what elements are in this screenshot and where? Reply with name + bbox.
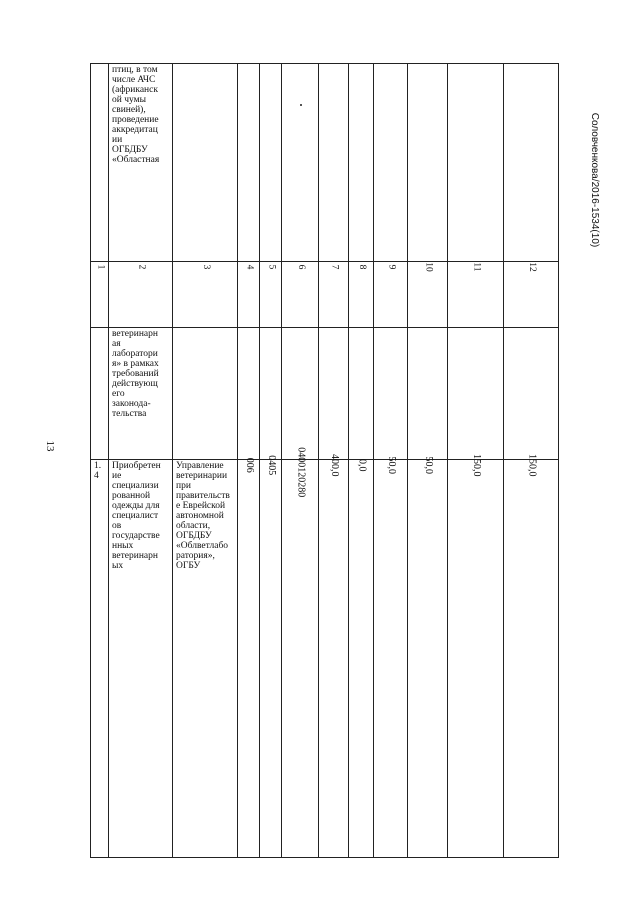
column-number: 10 bbox=[408, 262, 448, 328]
cell-value: 50,0 bbox=[374, 460, 408, 858]
cell bbox=[91, 328, 109, 460]
table-row bbox=[91, 460, 559, 858]
cell-value: 0405 bbox=[260, 460, 282, 858]
cell bbox=[349, 328, 374, 460]
cell bbox=[374, 328, 408, 460]
cell bbox=[238, 328, 260, 460]
cell-value: 0,0 bbox=[349, 460, 374, 858]
cell-value: 0400120280 bbox=[282, 460, 319, 858]
column-number: 7 bbox=[319, 262, 349, 328]
cell-value: 400,0 bbox=[319, 460, 349, 858]
cell bbox=[349, 64, 374, 262]
cell bbox=[374, 64, 408, 262]
cell bbox=[408, 64, 448, 262]
column-number: 6 bbox=[282, 262, 319, 328]
cell bbox=[282, 328, 319, 460]
cell bbox=[91, 64, 109, 262]
cell-description: птиц, в том числе АЧС (африканск ой чумы свиней), проведение аккредитац ии ОГБДБУ «Областная bbox=[109, 64, 173, 262]
cell bbox=[238, 64, 260, 262]
page-number: 13 bbox=[44, 440, 56, 452]
column-number: 4 bbox=[238, 262, 260, 328]
cell bbox=[448, 64, 504, 262]
cell bbox=[260, 328, 282, 460]
cell-executor: Управление ветеринарии при правительств е Еврейской автономной области, ОГБДБУ «Облветлабо ратория», ОГБУ bbox=[173, 460, 238, 858]
column-number: 12 bbox=[504, 262, 559, 328]
cell bbox=[319, 64, 349, 262]
cell bbox=[173, 64, 238, 262]
table-row bbox=[91, 328, 559, 460]
cell bbox=[408, 328, 448, 460]
cell bbox=[282, 64, 319, 262]
cell-value: 150,0 bbox=[504, 460, 559, 858]
row-number: 1.4 bbox=[91, 460, 109, 858]
budget-table bbox=[90, 63, 559, 858]
cell-description: Приобретен ие специализи рованной одежды для специалист ов государстве нных ветеринарн ых bbox=[109, 460, 173, 858]
column-number: 5 bbox=[260, 262, 282, 328]
cell-value: 150,0 bbox=[448, 460, 504, 858]
cell bbox=[319, 328, 349, 460]
cell bbox=[260, 64, 282, 262]
column-number: 2 bbox=[109, 262, 173, 328]
column-number: 11 bbox=[448, 262, 504, 328]
table-row bbox=[91, 64, 559, 262]
column-number-row bbox=[91, 262, 559, 328]
speck bbox=[300, 104, 302, 106]
cell-value: 50,0 bbox=[408, 460, 448, 858]
cell-value: 006 bbox=[238, 460, 260, 858]
column-number: 9 bbox=[374, 262, 408, 328]
column-number: 8 bbox=[349, 262, 374, 328]
document-code: Соловченкова/2016-1534(10) bbox=[589, 112, 600, 248]
column-number: 3 bbox=[173, 262, 238, 328]
cell bbox=[173, 328, 238, 460]
cell-description: ветеринарн ая лаборатори я» в рамках требований действующ его законода- тельства bbox=[109, 328, 173, 460]
cell bbox=[504, 64, 559, 262]
column-number: 1 bbox=[91, 262, 109, 328]
